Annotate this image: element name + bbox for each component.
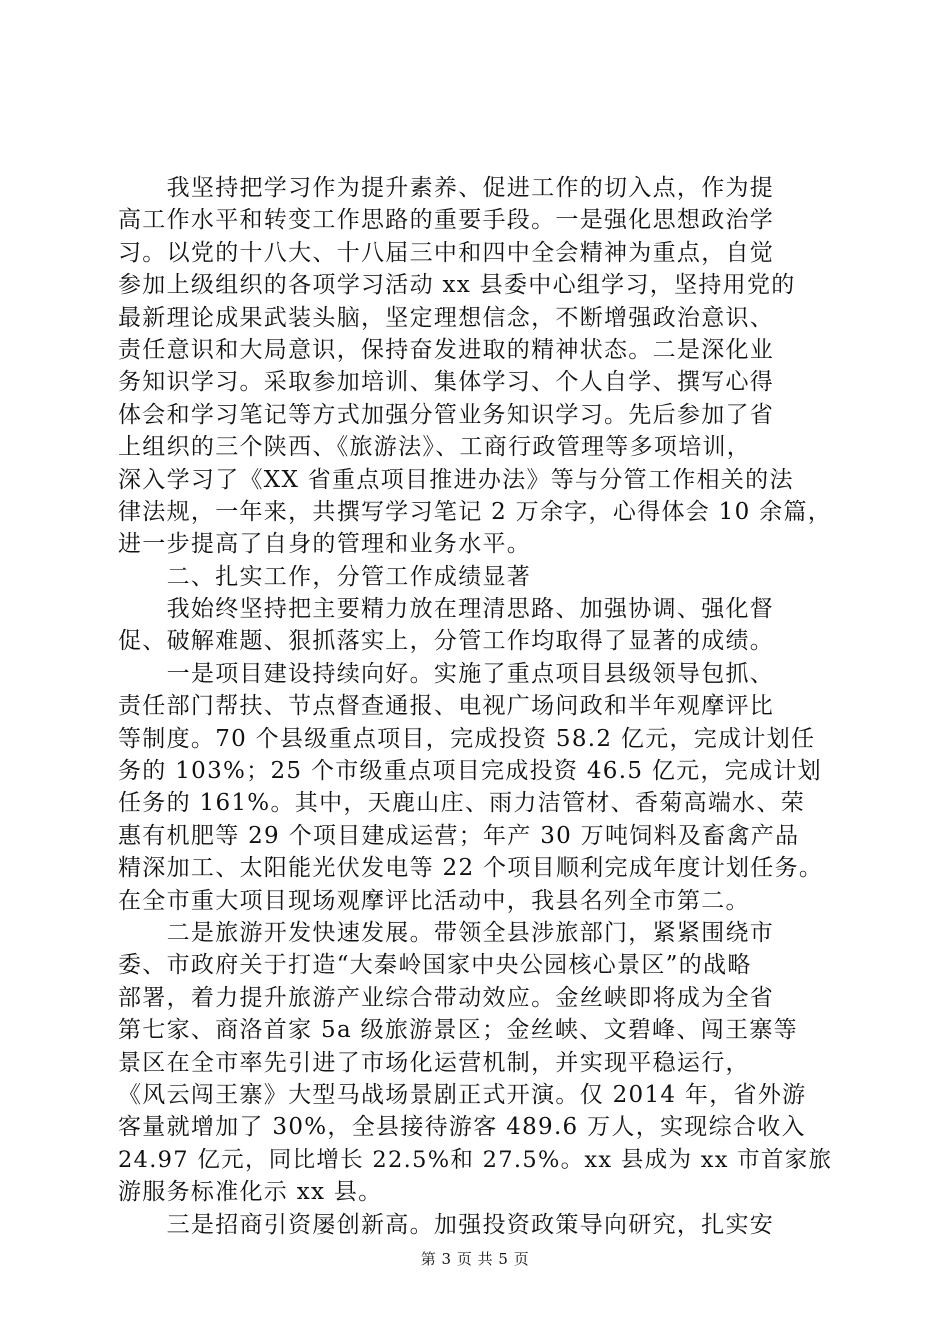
body-text-line: 等制度。70 个县级重点项目，完成投资 58.2 亿元，完成计划任 bbox=[118, 725, 816, 752]
body-text-line: 促、破解难题、狠抓落实上，分管工作均取得了显著的成绩。 bbox=[118, 628, 775, 655]
body-text-line: 一是项目建设持续向好。实施了重点项目县级领导包抓、 bbox=[118, 660, 775, 687]
body-text-line: 游服务标准化示 xx 县。 bbox=[118, 1179, 383, 1206]
body-text-line: 上组织的三个陕西、《旅游法》、工商行政管理等多项培训， bbox=[118, 434, 752, 461]
document-body bbox=[118, 172, 836, 1241]
body-text-line: 体会和学习笔记等方式加强分管业务知识学习。先后参加了省 bbox=[118, 401, 775, 428]
body-text-line: 务的 103%；25 个市级重点项目完成投资 46.5 亿元，完成计划 bbox=[118, 758, 822, 785]
body-text-line: 委、市政府关于打造“大秦岭国家中央公园核心景区”的战略 bbox=[118, 952, 752, 979]
body-text-line: 习。以党的十八大、十八届三中和四中全会精神为重点，自觉 bbox=[118, 239, 775, 266]
body-text-line: 《风云闯王寨》大型马战场景剧正式开演。仅 2014 年，省外游 bbox=[118, 1081, 807, 1108]
body-text-line: 二是旅游开发快速发展。带领全县涉旅部门，紧紧围绕市 bbox=[118, 919, 775, 946]
body-text-line: 24.97 亿元，同比增长 22.5%和 27.5%。xx 县成为 xx 市首家旅 bbox=[118, 1146, 833, 1173]
body-text-line: 二、扎实工作，分管工作成绩显著 bbox=[118, 563, 532, 590]
body-text-line: 三是招商引资屡创新高。加强投资政策导向研究，扎实安 bbox=[118, 1211, 775, 1238]
body-text-line: 参加上级组织的各项学习活动 xx 县委中心组学习，坚持用党的 bbox=[118, 272, 796, 299]
page-number-footer: 第 3 页 共 5 页 bbox=[420, 1250, 530, 1268]
body-text-line: 我始终坚持把主要精力放在理清思路、加强协调、强化督 bbox=[118, 596, 775, 623]
body-text-line: 我坚持把学习作为提升素养、促进工作的切入点，作为提 bbox=[118, 175, 775, 201]
body-text-line: 惠有机肥等 29 个项目建成运营；年产 30 万吨饲料及畜禽产品 bbox=[118, 822, 800, 849]
body-text-line: 景区在全市率先引进了市场化运营机制，并实现平稳运行， bbox=[118, 1049, 750, 1076]
body-text-line: 律法规，一年来，共撰写学习笔记 2 万余字，心得体会 10 余篇， bbox=[118, 498, 833, 525]
body-text-line: 任务的 161%。其中，天鹿山庄、雨力洁管材、香菊高端水、荣 bbox=[118, 790, 806, 817]
body-text-line: 精深加工、太阳能光伏发电等 22 个项目顺利完成年度计划任务。 bbox=[118, 855, 824, 882]
body-text-line: 客量就增加了 30%，全县接待游客 489.6 万人，实现综合收入 bbox=[118, 1114, 806, 1141]
body-text-line: 高工作水平和转变工作思路的重要手段。一是强化思想政治学 bbox=[118, 207, 775, 234]
body-text-line: 责任部门帮扶、节点督查通报、电视广场问政和半年观摩评比 bbox=[118, 693, 775, 720]
body-text-line: 最新理论成果武装头脑，坚定理想信念，不断增强政治意识、 bbox=[118, 304, 775, 331]
body-text-line: 在全市重大项目现场观摩评比活动中，我县名列全市第二。 bbox=[118, 887, 750, 914]
body-text-line: 责任意识和大局意识，保持奋发进取的精神状态。二是深化业 bbox=[118, 336, 775, 363]
body-text-line: 部署，着力提升旅游产业综合带动效应。金丝峡即将成为全省 bbox=[118, 984, 775, 1011]
body-text-line: 深入学习了《XX 省重点项目推进办法》等与分管工作相关的法 bbox=[118, 466, 794, 493]
body-text-line: 进一步提高了自身的管理和业务水平。 bbox=[118, 531, 532, 558]
body-text-line: 第七家、商洛首家 5a 级旅游景区；金丝峡、文碧峰、闯王寨等 bbox=[118, 1017, 798, 1044]
body-text-line: 务知识学习。采取参加培训、集体学习、个人自学、撰写心得 bbox=[118, 369, 775, 396]
